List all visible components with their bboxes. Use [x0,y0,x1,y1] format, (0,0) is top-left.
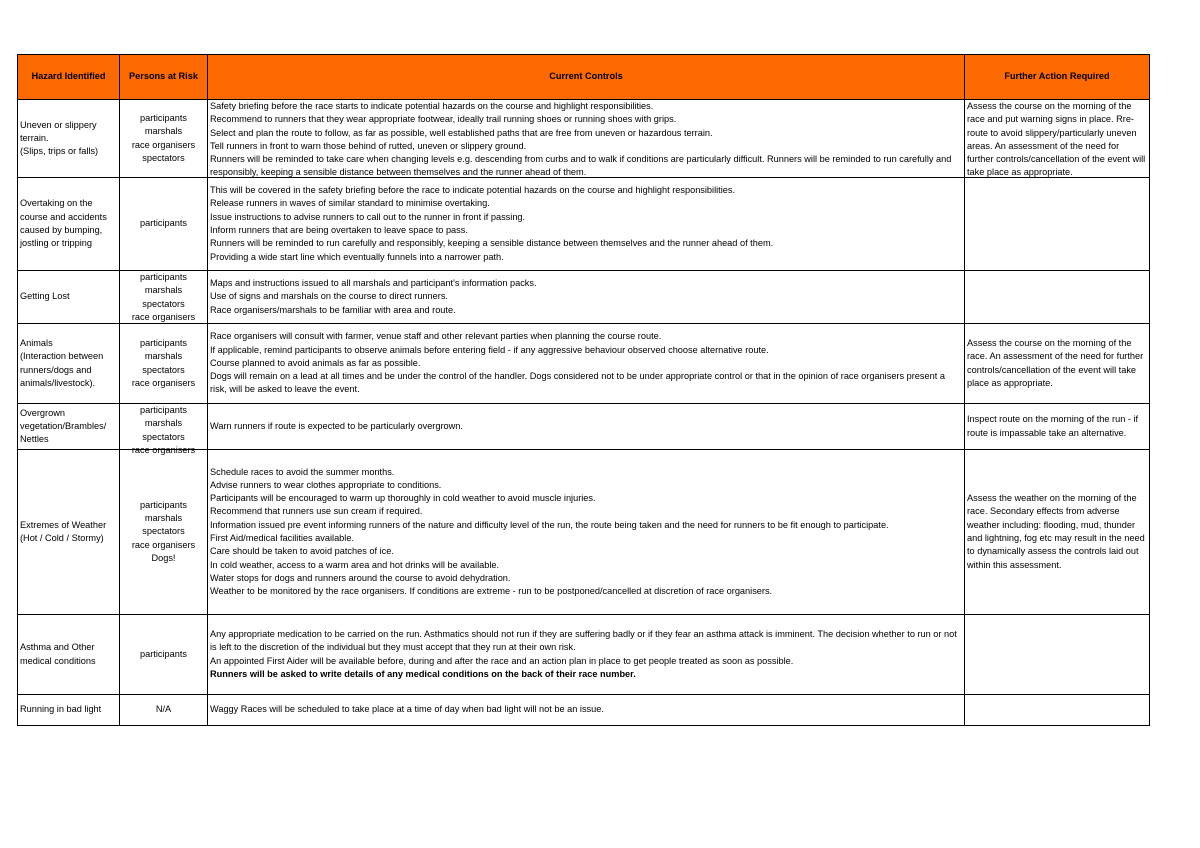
persons-cell-line: Dogs! [151,552,176,563]
further-cell [965,178,1150,271]
persons-cell [120,450,208,615]
controls-cell [208,178,965,271]
controls-cell-line: Race organisers/marshals to be familiar with area and route. [210,304,456,315]
hazard-cell-line: Extremes of Weather [20,519,107,530]
table-row [18,695,1150,726]
persons-cell-line: race organisers [131,539,196,550]
hazard-cell-line: (Interaction between runners/dogs and animals/livestock). [20,351,104,388]
hazard-cell-line: Animals [20,337,53,348]
controls-cell [208,450,965,615]
table-row [18,615,1150,695]
controls-cell-line: Information issued pre event informing runners of the nature and difficulty level of the run, the route being taken and the need for runners to be fit enough to participate. [210,519,889,530]
persons-cell-line: participants [140,499,187,510]
controls-cell-line: Any appropriate medication to be carried on the run. Asthmatics should not run if they are suffering badly or if they fear an asthma attack is imminent. The decision whether to run or not is left to the discretion of the individual but they must accept that they run at their own risk. [210,628,957,653]
controls-cell-line: First Aid/medical facilities available. [210,533,354,543]
controls-cell-line: Runners will be asked to write details of any medical conditions on the back of their race number. [210,668,636,679]
hazard-cell [18,271,120,324]
hazard-cell [18,615,120,695]
controls-cell-line: Inform runners that are being overtaken to leave space to pass. [210,225,468,235]
controls-cell-line: Recommend that runners use sun cream if required. [210,506,423,517]
hazard-cell-line: Overgrown vegetation/Brambles/ Nettles [20,407,107,445]
further-cell-line: Assess the course on the morning of the race. An assessment of the need for further controls/cancellation of the event will take place as appropriate. [967,337,1144,388]
table-row [18,100,1150,178]
controls-cell-line: Use of signs and marshals on the course to direct runners. [210,291,448,302]
further-cell [965,450,1150,615]
controls-cell-line: Care should be taken to avoid patches of ice. [210,546,394,557]
controls-cell-line: Maps and instructions issued to all marshals and participant's information packs. [210,278,537,289]
persons-cell-line: spectators [142,364,185,375]
hazard-cell-line: (Hot / Cold / Stormy) [20,533,104,543]
hazard-cell-line: Running in bad light [20,704,102,715]
persons-cell-line: participants [140,648,187,659]
controls-cell-line: Tell runners in front to warn those behind of rutted, uneven or slippery ground. [210,140,527,151]
persons-cell-line: spectators [142,431,185,442]
persons-cell-line: marshals [144,126,183,137]
controls-cell-line: Issue instructions to advise runners to call out to the runner in front if passing. [210,211,526,222]
hazard-cell-line: Uneven or slippery terrain. [20,119,97,143]
table-row [18,178,1150,271]
further-cell [965,271,1150,324]
controls-cell-line: This will be covered in the safety briefing before the race to indicate potential hazards on the course and highlight responsibilities. [210,185,736,196]
controls-cell-line: Waggy Races will be scheduled to take place at a time of day when bad light will not be an issue. [210,704,604,715]
persons-cell-line: spectators [142,298,185,309]
hazard-cell-line: Overtaking on the course and accidents caused by bumping, jostling or tripping [20,198,107,249]
controls-cell-line: Weather to be monitored by the race organisers. If conditions are extreme - run to be postponed/cancelled at discretion of race organisers. [210,586,773,597]
controls-cell-line: Advise runners to wear clothes appropriate to conditions. [210,479,442,490]
controls-cell [208,324,965,404]
header-further: Further Action Required [965,55,1150,100]
persons-cell-line: participants [140,272,187,282]
controls-cell-line: Race organisers will consult with farmer, venue staff and other relevant parties when planning the course route. [210,331,662,342]
further-cell-line: Assess the course on the morning of the race and put warning signs in place. Rre-route to avoid slippery/particularly uneven areas. An assessment of the need for further controls/cancellation of the event will take place as appropriate. [967,101,1146,178]
persons-cell-line: race organisers [131,377,196,388]
further-cell-line: Assess the weather on the morning of the race. Secondary effects from adverse weather including: flooding, mud, thunder and lightning, fog etc may result in the need to dynamically assess the controls laid out within this assessment. [967,493,1145,570]
controls-cell-line: Runners will be reminded to run carefully and responsibly, keeping a sensible distance between themselves and the runner ahead of them. [210,238,774,249]
table-row [18,271,1150,324]
controls-cell-line: Dogs will remain on a lead at all times and be under the control of the handler. Dogs considered not to be under appropriate control or that in the opinion of race organisers present a risk, will be asked to leave the event. [210,371,945,395]
table-row [18,404,1150,450]
persons-cell-line: marshals [144,351,183,362]
controls-cell-line: An appointed First Aider will be available before, during and after the race and an action plan in place to get people treated as soon as possible. [210,655,794,666]
persons-cell-line: N/A [155,704,172,715]
persons-cell-line: participants [140,112,187,123]
table-row [18,450,1150,615]
further-cell [965,404,1150,450]
persons-cell [120,615,208,695]
persons-cell [120,695,208,726]
persons-cell-line: spectators [142,526,185,537]
further-cell-line: Inspect route on the morning of the run - if route is impassable take an alternative. [967,414,1139,438]
further-cell [965,695,1150,726]
controls-cell-line: Course planned to avoid animals as far as possible. [210,357,421,368]
controls-cell [208,271,965,324]
persons-cell [120,178,208,271]
persons-cell [120,100,208,178]
controls-cell-line: Participants will be encouraged to warm up thoroughly in cold weather to avoid muscle injuries. [210,493,596,504]
hazard-cell [18,324,120,404]
further-cell [965,324,1150,404]
persons-cell [120,271,208,324]
controls-cell [208,615,965,695]
header-row [18,55,1150,100]
persons-cell-line: race organisers [131,311,196,322]
controls-cell-line: Recommend to runners that they wear appropriate footwear, ideally trail running shoes or running shoes with grips. [210,114,677,125]
header-hazard: Hazard Identified [18,55,120,100]
controls-cell [208,404,965,450]
header-controls: Current Controls [208,55,965,100]
controls-cell-line: If applicable, remind participants to observe animals before entering field - if any aggressive behaviour observed choose alternative route. [210,344,769,355]
table-row [18,324,1150,404]
hazard-cell-line: Getting Lost [20,291,70,302]
hazard-cell-line: (Slips, trips or falls) [20,146,99,157]
persons-cell-line: participants [140,405,187,415]
persons-cell-line: race organisers [131,139,196,150]
controls-cell-line: Select and plan the route to follow, as far as possible, well established paths that are free from uneven or hazardous terrain. [210,127,713,138]
hazard-cell [18,178,120,271]
controls-cell-line: Schedule races to avoid the summer months. [210,466,395,477]
table-body [18,100,1150,726]
controls-cell-line: Safety briefing before the race starts to indicate potential hazards on the course and highlight responsibilities. [210,101,654,111]
persons-cell-line: participants [140,218,187,229]
persons-cell [120,324,208,404]
hazard-cell [18,100,120,178]
persons-cell-line: marshals [144,285,183,296]
controls-cell-line: Warn runners if route is expected to be particularly overgrown. [210,420,463,431]
controls-cell [208,100,965,178]
hazard-cell [18,404,120,450]
controls-cell-line: Runners will be reminded to take care when changing levels e.g. descending from curbs and to walk if conditions are particularly difficult. Runners will be reminded to run carefully and responsibly, keeping a sensible distance between themselves and the runner ahead of them. [210,154,952,178]
persons-cell-line: participants [140,337,187,348]
controls-cell [208,695,965,726]
persons-cell-line: race organisers [131,444,196,455]
hazard-cell [18,450,120,615]
controls-cell-line: Water stops for dogs and runners around the course to avoid dehydration. [210,572,511,583]
further-cell [965,615,1150,695]
risk-assessment-table [17,54,1150,726]
persons-cell-line: marshals [144,418,183,429]
persons-cell-line: marshals [144,513,183,524]
hazard-cell-line: Asthma and Other medical conditions [20,642,96,666]
persons-cell [120,404,208,455]
hazard-cell [18,695,120,726]
header-persons: Persons at Risk [120,55,208,100]
persons-cell-line: spectators [142,152,185,163]
controls-cell-line: Providing a wide start line which eventually funnels into a narrower path. [210,251,504,262]
controls-cell-line: Release runners in waves of similar standard to minimise overtaking. [210,198,490,209]
controls-cell-line: In cold weather, access to a warm area and hot drinks will be available. [210,559,500,570]
further-cell [965,100,1150,178]
